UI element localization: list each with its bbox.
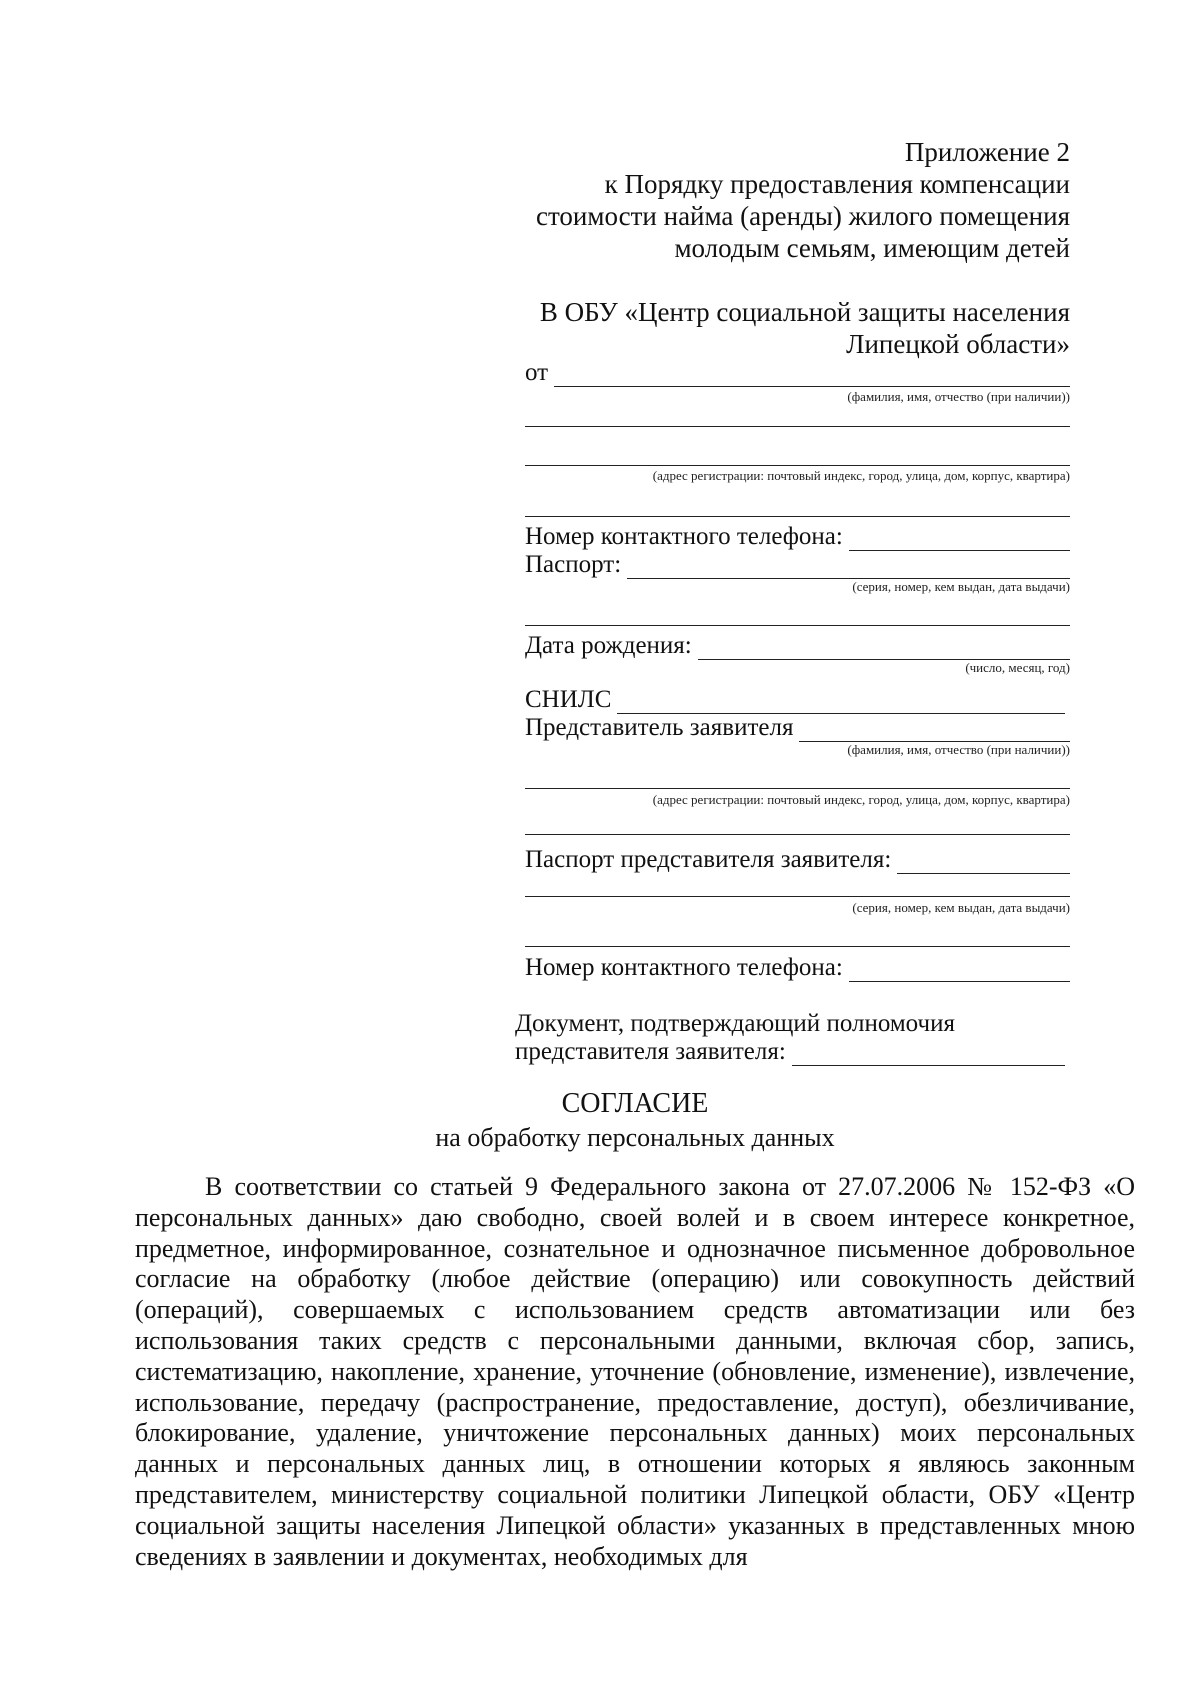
consent-subtitle: на обработку персональных данных (435, 1123, 835, 1152)
authority-document-field[interactable] (515, 1034, 1065, 1066)
passport-line[interactable] (627, 556, 1070, 579)
passport-caption: (серия, номер, кем выдан, дата выдачи) (852, 579, 1070, 594)
appendix-line-3: стоимости найма (аренды) жилого помещения (536, 201, 1070, 231)
phone-label: Номер контактного телефона: (525, 523, 843, 550)
birth-date-label: Дата рождения: (525, 632, 692, 659)
address-line-3[interactable] (525, 516, 1070, 517)
representative-address-line-1[interactable] (525, 788, 1070, 789)
address-line-2[interactable] (525, 465, 1070, 466)
authority-document-line[interactable] (792, 1043, 1065, 1066)
consent-body (135, 1172, 1135, 1572)
representative-phone-line[interactable] (849, 959, 1070, 982)
address-caption: (адрес регистрации: почтовый индекс, город, улица, дом, корпус, квартира) (652, 468, 1070, 483)
addressee-line-2: Липецкой области» (846, 329, 1070, 359)
address-line-1[interactable] (525, 426, 1070, 427)
birth-date-line[interactable] (698, 637, 1070, 660)
from-field[interactable] (525, 355, 1070, 387)
representative-fio-caption: (фамилия, имя, отчество (при наличии)) (847, 742, 1070, 757)
representative-phone-label: Номер контактного телефона: (525, 954, 843, 981)
representative-passport-line[interactable] (897, 851, 1070, 874)
representative-passport-line-2[interactable] (525, 896, 1070, 897)
passport-label: Паспорт: (525, 551, 622, 578)
representative-label: Представитель заявителя (525, 714, 794, 741)
from-label: от (525, 359, 549, 386)
appendix-line-2: к Порядку предоставления компенсации (604, 169, 1070, 199)
representative-phone-field[interactable] (525, 950, 1070, 982)
representative-address-caption: (адрес регистрации: почтовый индекс, город, улица, дом, корпус, квартира) (652, 792, 1070, 807)
appendix-title: Приложение 2 (904, 137, 1070, 167)
appendix-line-4: молодым семьям, имеющим детей (674, 233, 1070, 263)
addressee-line-1: В ОБУ «Центр социальной защиты населения (539, 297, 1070, 327)
fio-caption: (фамилия, имя, отчество (при наличии)) (847, 389, 1070, 404)
passport-field[interactable] (525, 547, 1070, 579)
representative-passport-caption: (серия, номер, кем выдан, дата выдачи) (852, 900, 1070, 915)
authority-document-label: Документ, подтверждающий полномочия (515, 1010, 955, 1037)
birth-date-field[interactable] (525, 628, 1070, 660)
snils-label: СНИЛС (525, 686, 612, 713)
consent-title: СОГЛАСИЕ (561, 1088, 709, 1119)
birth-date-caption: (число, месяц, год) (965, 660, 1070, 675)
passport-line-2[interactable] (525, 625, 1070, 626)
from-line[interactable] (554, 364, 1070, 387)
representative-passport-field[interactable] (525, 842, 1070, 874)
representative-line[interactable] (799, 719, 1070, 742)
authority-document-label-2: представителя заявителя: (515, 1038, 786, 1065)
representative-passport-label: Паспорт представителя заявителя: (525, 846, 892, 873)
representative-passport-line-3[interactable] (525, 946, 1070, 947)
representative-address-line-2[interactable] (525, 834, 1070, 835)
consent-paragraph: В соответствии со статьей 9 Федерального закона от 27.07.2006 № 152-ФЗ «О персональных данных» даю свободно, своей волей и в своем интересе конкретное, предметное, информированное, сознательное и однозначное письменное добровольное согласие на обработку (любое действие (операцию) или совокупность действий (операций), совершаемых с использованием средств автоматизации или без использования таких средств с персональными данными, включая сбор, запись, систематизацию, накопление, хранение, уточнение (обновление, изменение), извлечение, использование, передачу (распространение, предоставление, доступ), обезличивание, блокирование, удаление, уничтожение персональных данных) моих персональных данных и персональных данных лиц, в отношении которых я являюсь законным представителем, министерству социальной политики Липецкой области, ОБУ «Центр социальной защиты населения Липецкой области» указанных в представленных мною сведениях в заявлении и документах, необходимых для (135, 1172, 1135, 1571)
representative-field[interactable] (525, 710, 1070, 742)
